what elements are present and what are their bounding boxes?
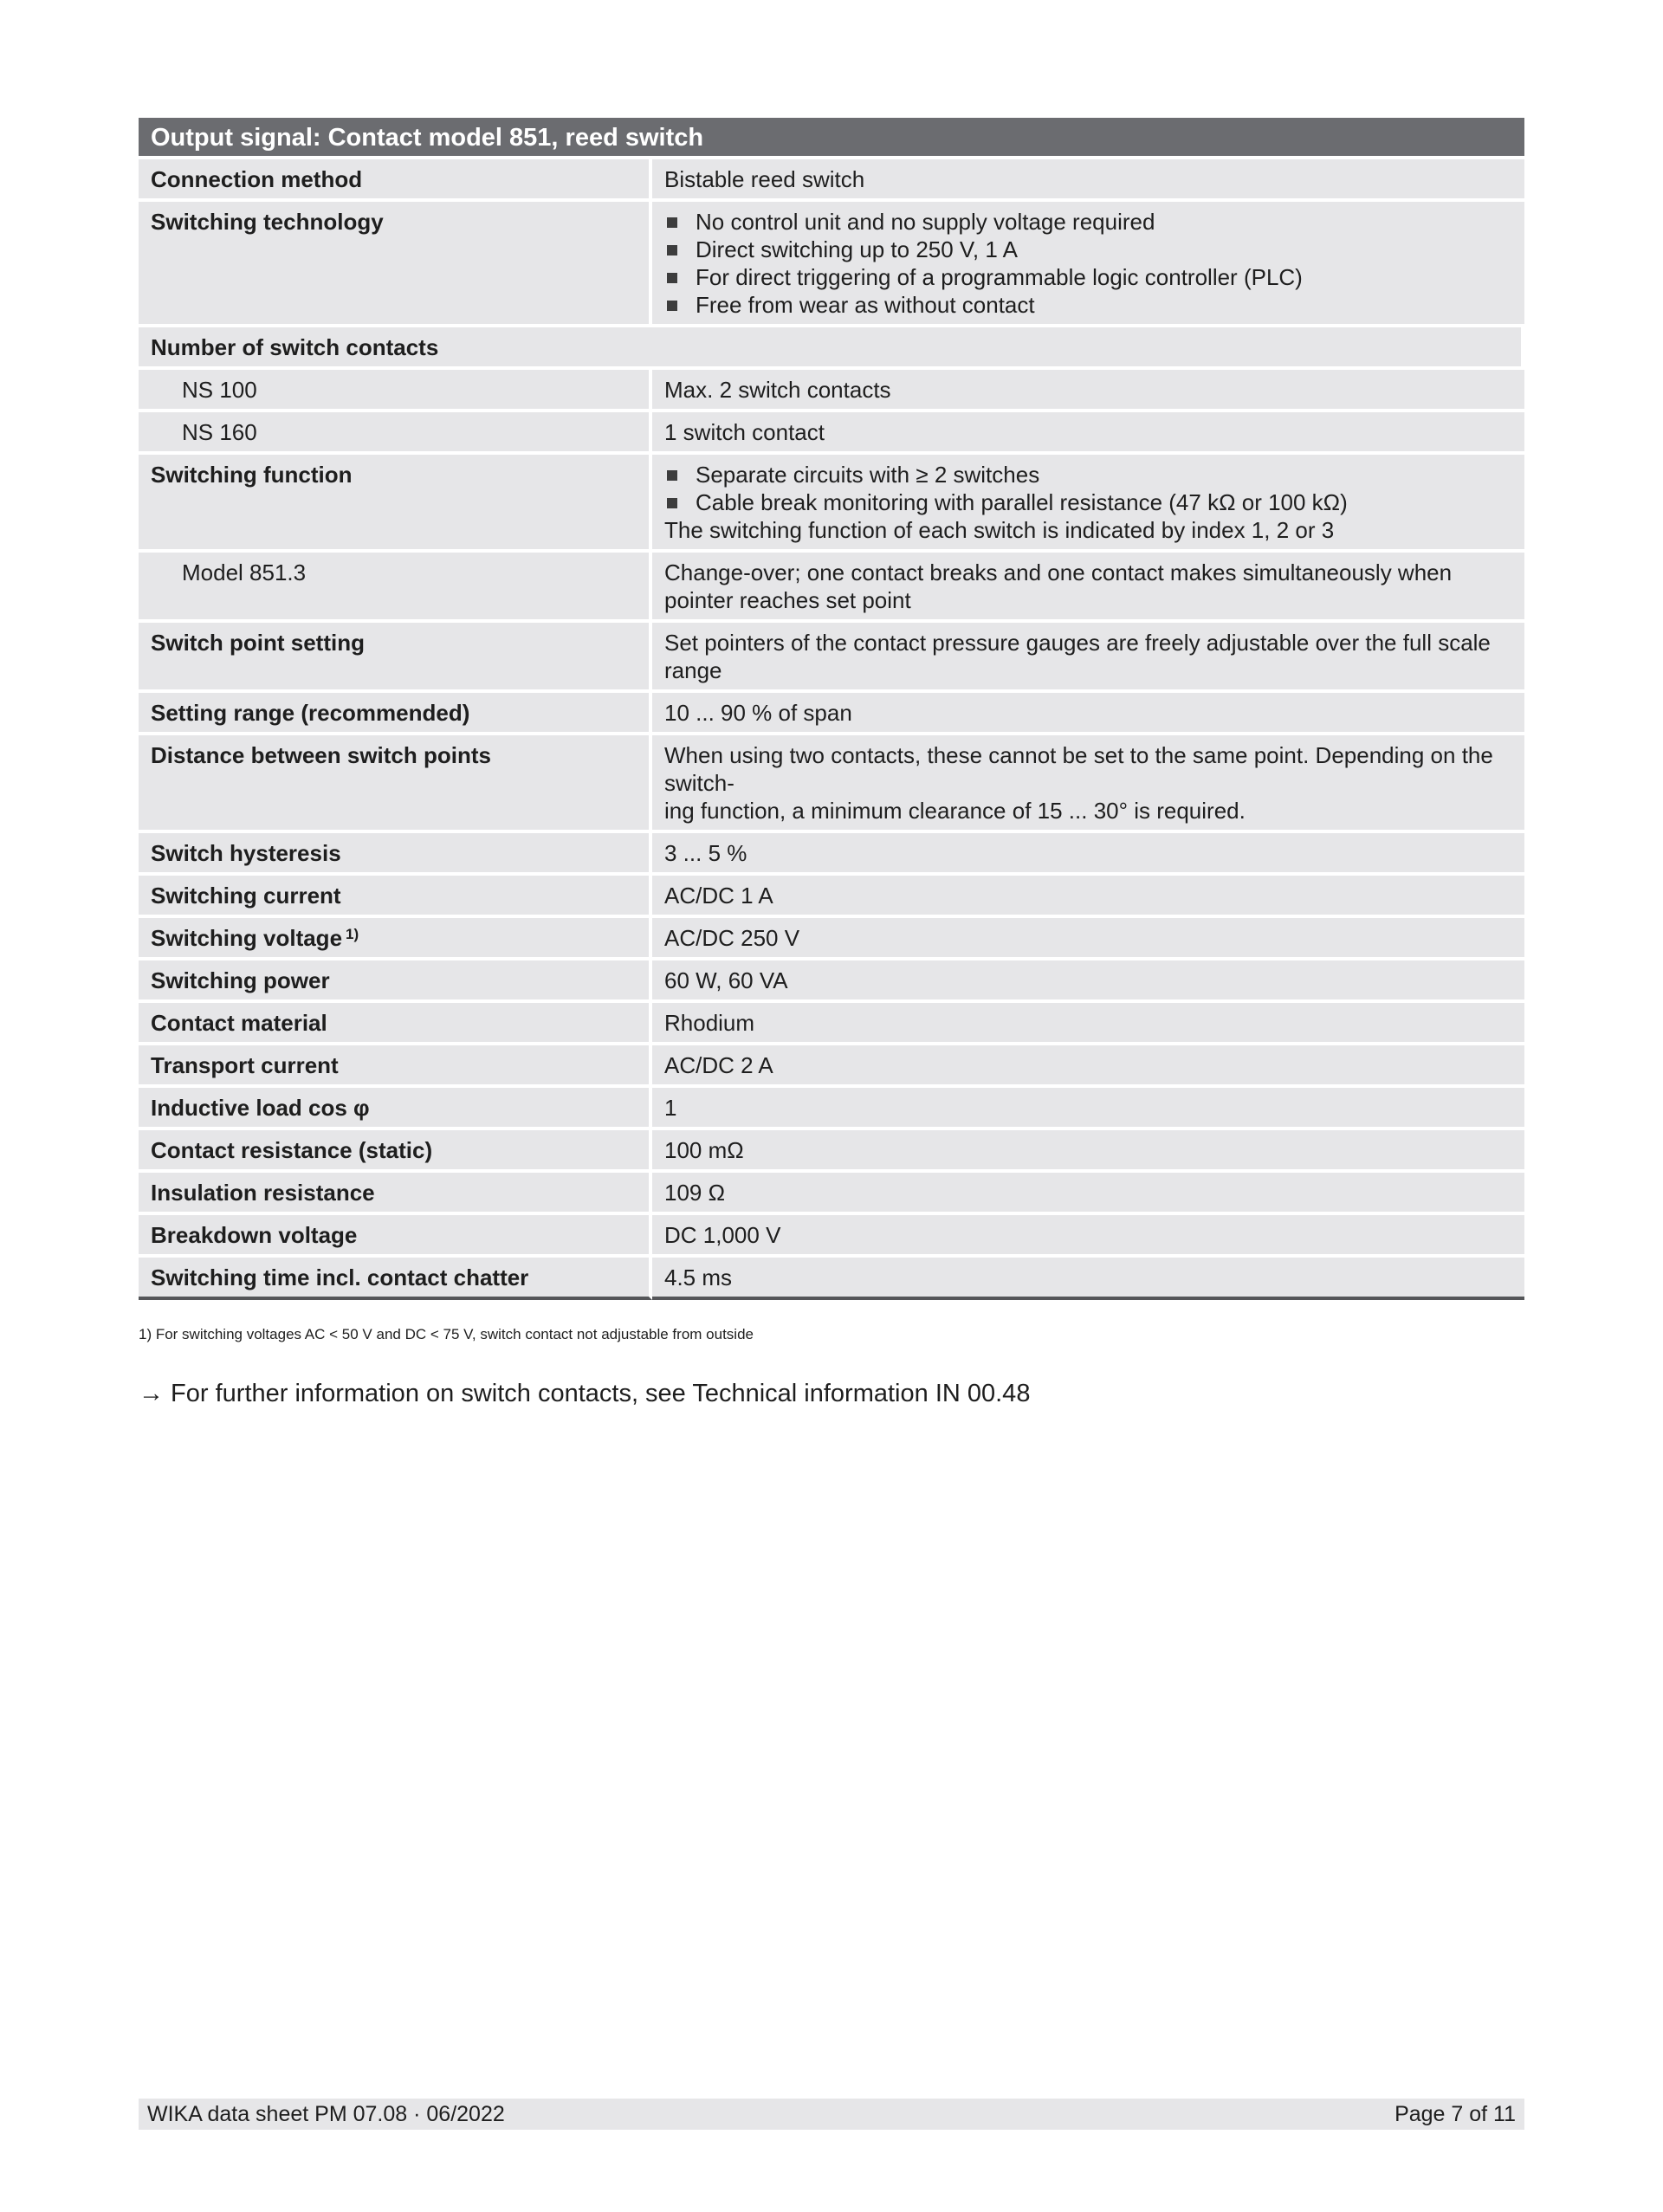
table-title-row [139, 118, 1524, 159]
table-row [139, 623, 1524, 693]
bullet-list [664, 461, 1512, 516]
footer-doc-id: WIKA data sheet PM 07.08 · 06/2022 [147, 2101, 505, 2126]
bullet-item: Separate circuits with ≥ 2 switches [664, 461, 1512, 488]
row-label: Contact resistance (static) [139, 1130, 652, 1173]
footnote: 1) For switching voltages AC < 50 V and DC < 75 V, switch contact not adjustable from outside [139, 1326, 754, 1342]
row-label: Setting range (recommended) [139, 693, 652, 735]
row-note: The switching function of each switch is indicated by index 1, 2 or 3 [664, 517, 1335, 543]
row-label: Switch point setting [139, 623, 652, 693]
row-value: AC/DC 250 V [652, 918, 1524, 960]
bullet-item: For direct triggering of a programmable logic controller (PLC) [664, 263, 1512, 291]
row-label: Inductive load cos φ [139, 1088, 652, 1130]
row-value: Change-over; one contact breaks and one contact makes simultaneously when pointer reaches set point [652, 553, 1524, 623]
row-label [139, 918, 652, 960]
spec-sheet [139, 118, 1524, 1408]
table-row [139, 202, 1524, 327]
table-row [139, 370, 1524, 412]
table-row [139, 833, 1524, 876]
row-label: Switching time incl. contact chatter [139, 1258, 652, 1300]
row-value: AC/DC 1 A [652, 876, 1524, 918]
table-row [139, 1130, 1524, 1173]
row-value: Bistable reed switch [652, 159, 1524, 202]
row-value: 1 [652, 1088, 1524, 1130]
spec-table [139, 118, 1524, 1300]
row-label: Number of switch contacts [139, 327, 1524, 370]
row-value: 4.5 ms [652, 1258, 1524, 1300]
row-value [652, 455, 1524, 553]
row-label: Transport current [139, 1045, 652, 1088]
table-row [139, 1215, 1524, 1258]
table-row [139, 735, 1524, 833]
row-value: 60 W, 60 VA [652, 960, 1524, 1003]
row-label: Switching function [139, 455, 652, 553]
row-label: Switching current [139, 876, 652, 918]
row-label: Breakdown voltage [139, 1215, 652, 1258]
row-sublabel: Model 851.3 [139, 553, 652, 623]
row-value: Set pointers of the contact pressure gauges are freely adjustable over the full scale range [652, 623, 1524, 693]
table-row [139, 693, 1524, 735]
row-label: Distance between switch points [139, 735, 652, 833]
table-row [139, 412, 1524, 455]
footer-page-number: Page 7 of 11 [1394, 2101, 1516, 2126]
row-label: Switching power [139, 960, 652, 1003]
row-value: 3 ... 5 % [652, 833, 1524, 876]
row-value: DC 1,000 V [652, 1215, 1524, 1258]
row-value [652, 202, 1524, 327]
bullet-item: Free from wear as without contact [664, 291, 1512, 319]
table-row [139, 1173, 1524, 1215]
row-value: AC/DC 2 A [652, 1045, 1524, 1088]
row-value: Max. 2 switch contacts [652, 370, 1524, 412]
bullet-item: Direct switching up to 250 V, 1 A [664, 236, 1512, 263]
bullet-item: No control unit and no supply voltage required [664, 208, 1512, 236]
row-sublabel: NS 100 [139, 370, 652, 412]
row-value: 10 ... 90 % of span [652, 693, 1524, 735]
row-label: Connection method [139, 159, 652, 202]
table-row [139, 553, 1524, 623]
row-label: Switch hysteresis [139, 833, 652, 876]
row-value [652, 735, 1524, 833]
row-label: Switching technology [139, 202, 652, 327]
table-row [139, 1045, 1524, 1088]
row-label-text: Switching voltage [151, 925, 343, 951]
table-row [139, 327, 1524, 370]
table-row [139, 1258, 1524, 1300]
row-value-line: ing function, a minimum clearance of 15 ... 30° is required. [664, 798, 1246, 824]
row-label: Contact material [139, 1003, 652, 1045]
row-sublabel: NS 160 [139, 412, 652, 455]
row-value: 100 mΩ [652, 1130, 1524, 1173]
row-value: 1 switch contact [652, 412, 1524, 455]
row-value-line: When using two contacts, these cannot be set to the same point. Depending on the switch- [664, 742, 1493, 796]
table-row [139, 876, 1524, 918]
table-title: Output signal: Contact model 851, reed switch [139, 118, 1524, 159]
table-row [139, 1003, 1524, 1045]
row-value: 109 Ω [652, 1173, 1524, 1215]
bullet-item: Cable break monitoring with parallel resistance (47 kΩ or 100 kΩ) [664, 488, 1512, 516]
row-label: Insulation resistance [139, 1173, 652, 1215]
further-info-link: → For further information on switch contacts, see Technical information IN 00.48 [139, 1380, 1031, 1407]
table-row [139, 918, 1524, 960]
row-value: Rhodium [652, 1003, 1524, 1045]
table-row [139, 455, 1524, 553]
table-row [139, 960, 1524, 1003]
table-row [139, 1088, 1524, 1130]
bullet-list [664, 208, 1512, 319]
footnote-mark: 1) [346, 926, 359, 942]
page-footer [139, 2099, 1524, 2130]
table-row [139, 159, 1524, 202]
